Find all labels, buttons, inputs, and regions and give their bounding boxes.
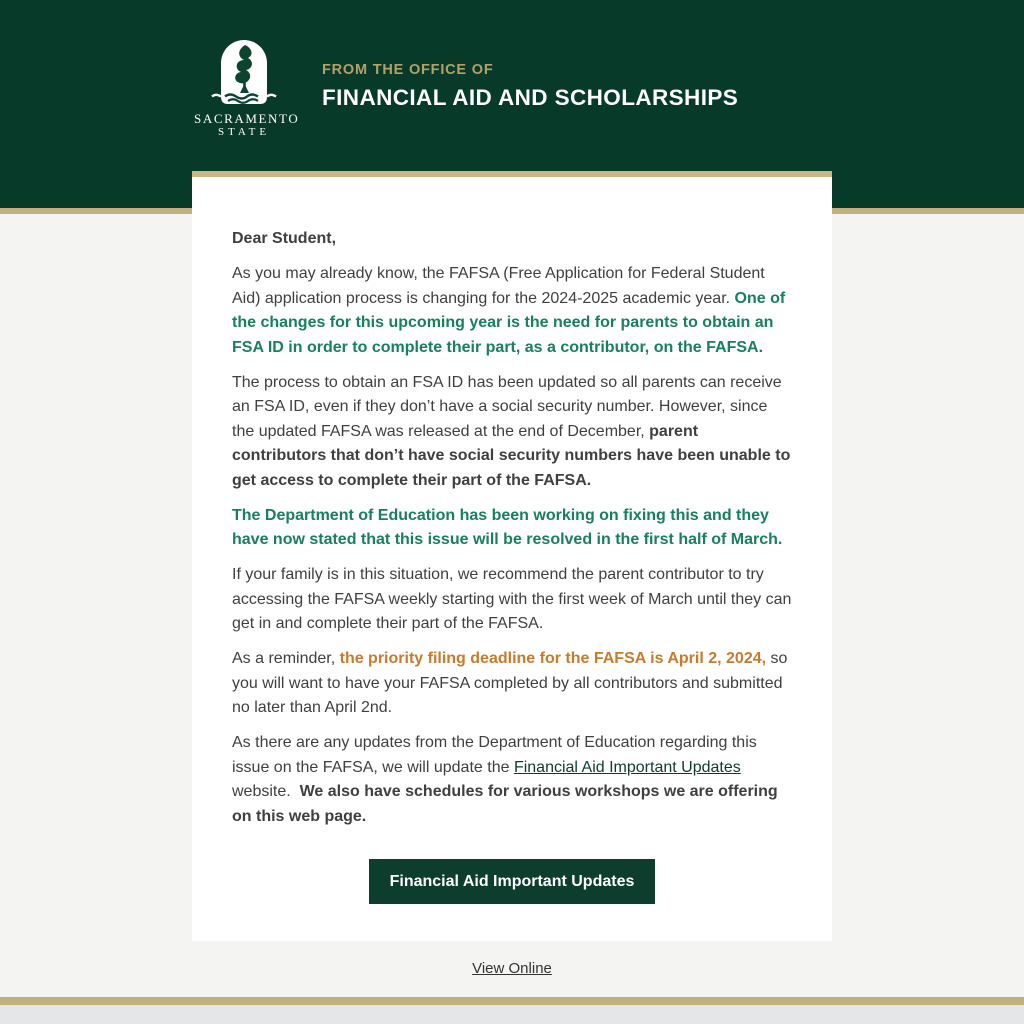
logo-wordmark-line2: STATE bbox=[217, 125, 271, 138]
button-row bbox=[192, 859, 832, 904]
paragraph bbox=[232, 262, 792, 360]
paragraph bbox=[232, 731, 792, 829]
text-run: Dear Student, bbox=[232, 230, 337, 247]
text-run: As there are any updates from the Department of Education regarding this issue on the FAFSA, we will update the bbox=[232, 734, 757, 776]
torch-shield-icon bbox=[211, 38, 277, 108]
logo-wordmark bbox=[194, 111, 300, 138]
text-run: so you will want to have your FAFSA completed by all contributors and submitted no later than April 2nd. bbox=[232, 650, 788, 716]
text-run: parent contributors that don’t have social security numbers have been unable to get access to complete their part of the FAFSA. bbox=[232, 422, 791, 489]
header-eyebrow: FROM THE OFFICE OF bbox=[322, 62, 494, 78]
text-run: One of the changes for this upcoming year is the need for parents to obtain an FSA ID in order to complete their part, as a contributor, on the FAFSA. bbox=[232, 289, 786, 356]
logo-wordmark-line1: SACRAMENTO bbox=[194, 111, 300, 126]
header-text bbox=[322, 62, 738, 111]
view-online-row bbox=[0, 960, 1024, 978]
view-online-link[interactable]: View Online bbox=[472, 960, 552, 977]
financial-aid-updates-button[interactable]: Financial Aid Important Updates bbox=[369, 859, 656, 904]
email-body bbox=[192, 177, 832, 829]
text-run: If your family is in this situation, we recommend the parent contributor to try accessing the FAFSA weekly starting with the first week of March until they can get in and complete their part of the FAFSA. bbox=[232, 566, 792, 632]
footer-bottom-strip bbox=[0, 1005, 1024, 1024]
paragraph bbox=[232, 227, 792, 252]
text-run: As a reminder, bbox=[232, 650, 340, 667]
footer-gold-bar bbox=[0, 997, 1024, 1005]
text-run: The Department of Education has been working on fixing this and they have now stated that this issue will be resolved in the first half of March. bbox=[232, 506, 783, 548]
paragraph bbox=[232, 647, 792, 721]
financial-aid-updates-link[interactable]: Financial Aid Important Updates bbox=[513, 758, 741, 776]
text-run: website. bbox=[232, 783, 300, 800]
text-run: As you may already know, the FAFSA (Free Application for Federal Student Aid) application process is changing for the 2024-2025 academic year. bbox=[232, 265, 765, 307]
text-run: We also have schedules for various workshops we are offering on this web page. bbox=[232, 783, 778, 825]
email-card bbox=[192, 171, 832, 941]
text-run: The process to obtain an FSA ID has been updated so all parents can receive an FSA ID, even if they don’t have a social security number. However, since the updated FAFSA was released at the end of December, bbox=[232, 373, 782, 440]
text-run: the priority filing deadline for the FAFSA is April 2, 2024, bbox=[339, 650, 767, 667]
page-title: FINANCIAL AID AND SCHOLARSHIPS bbox=[322, 85, 739, 110]
paragraph bbox=[232, 371, 792, 494]
paragraph bbox=[232, 504, 792, 553]
paragraph bbox=[232, 563, 792, 637]
sacramento-state-logo bbox=[194, 38, 300, 138]
